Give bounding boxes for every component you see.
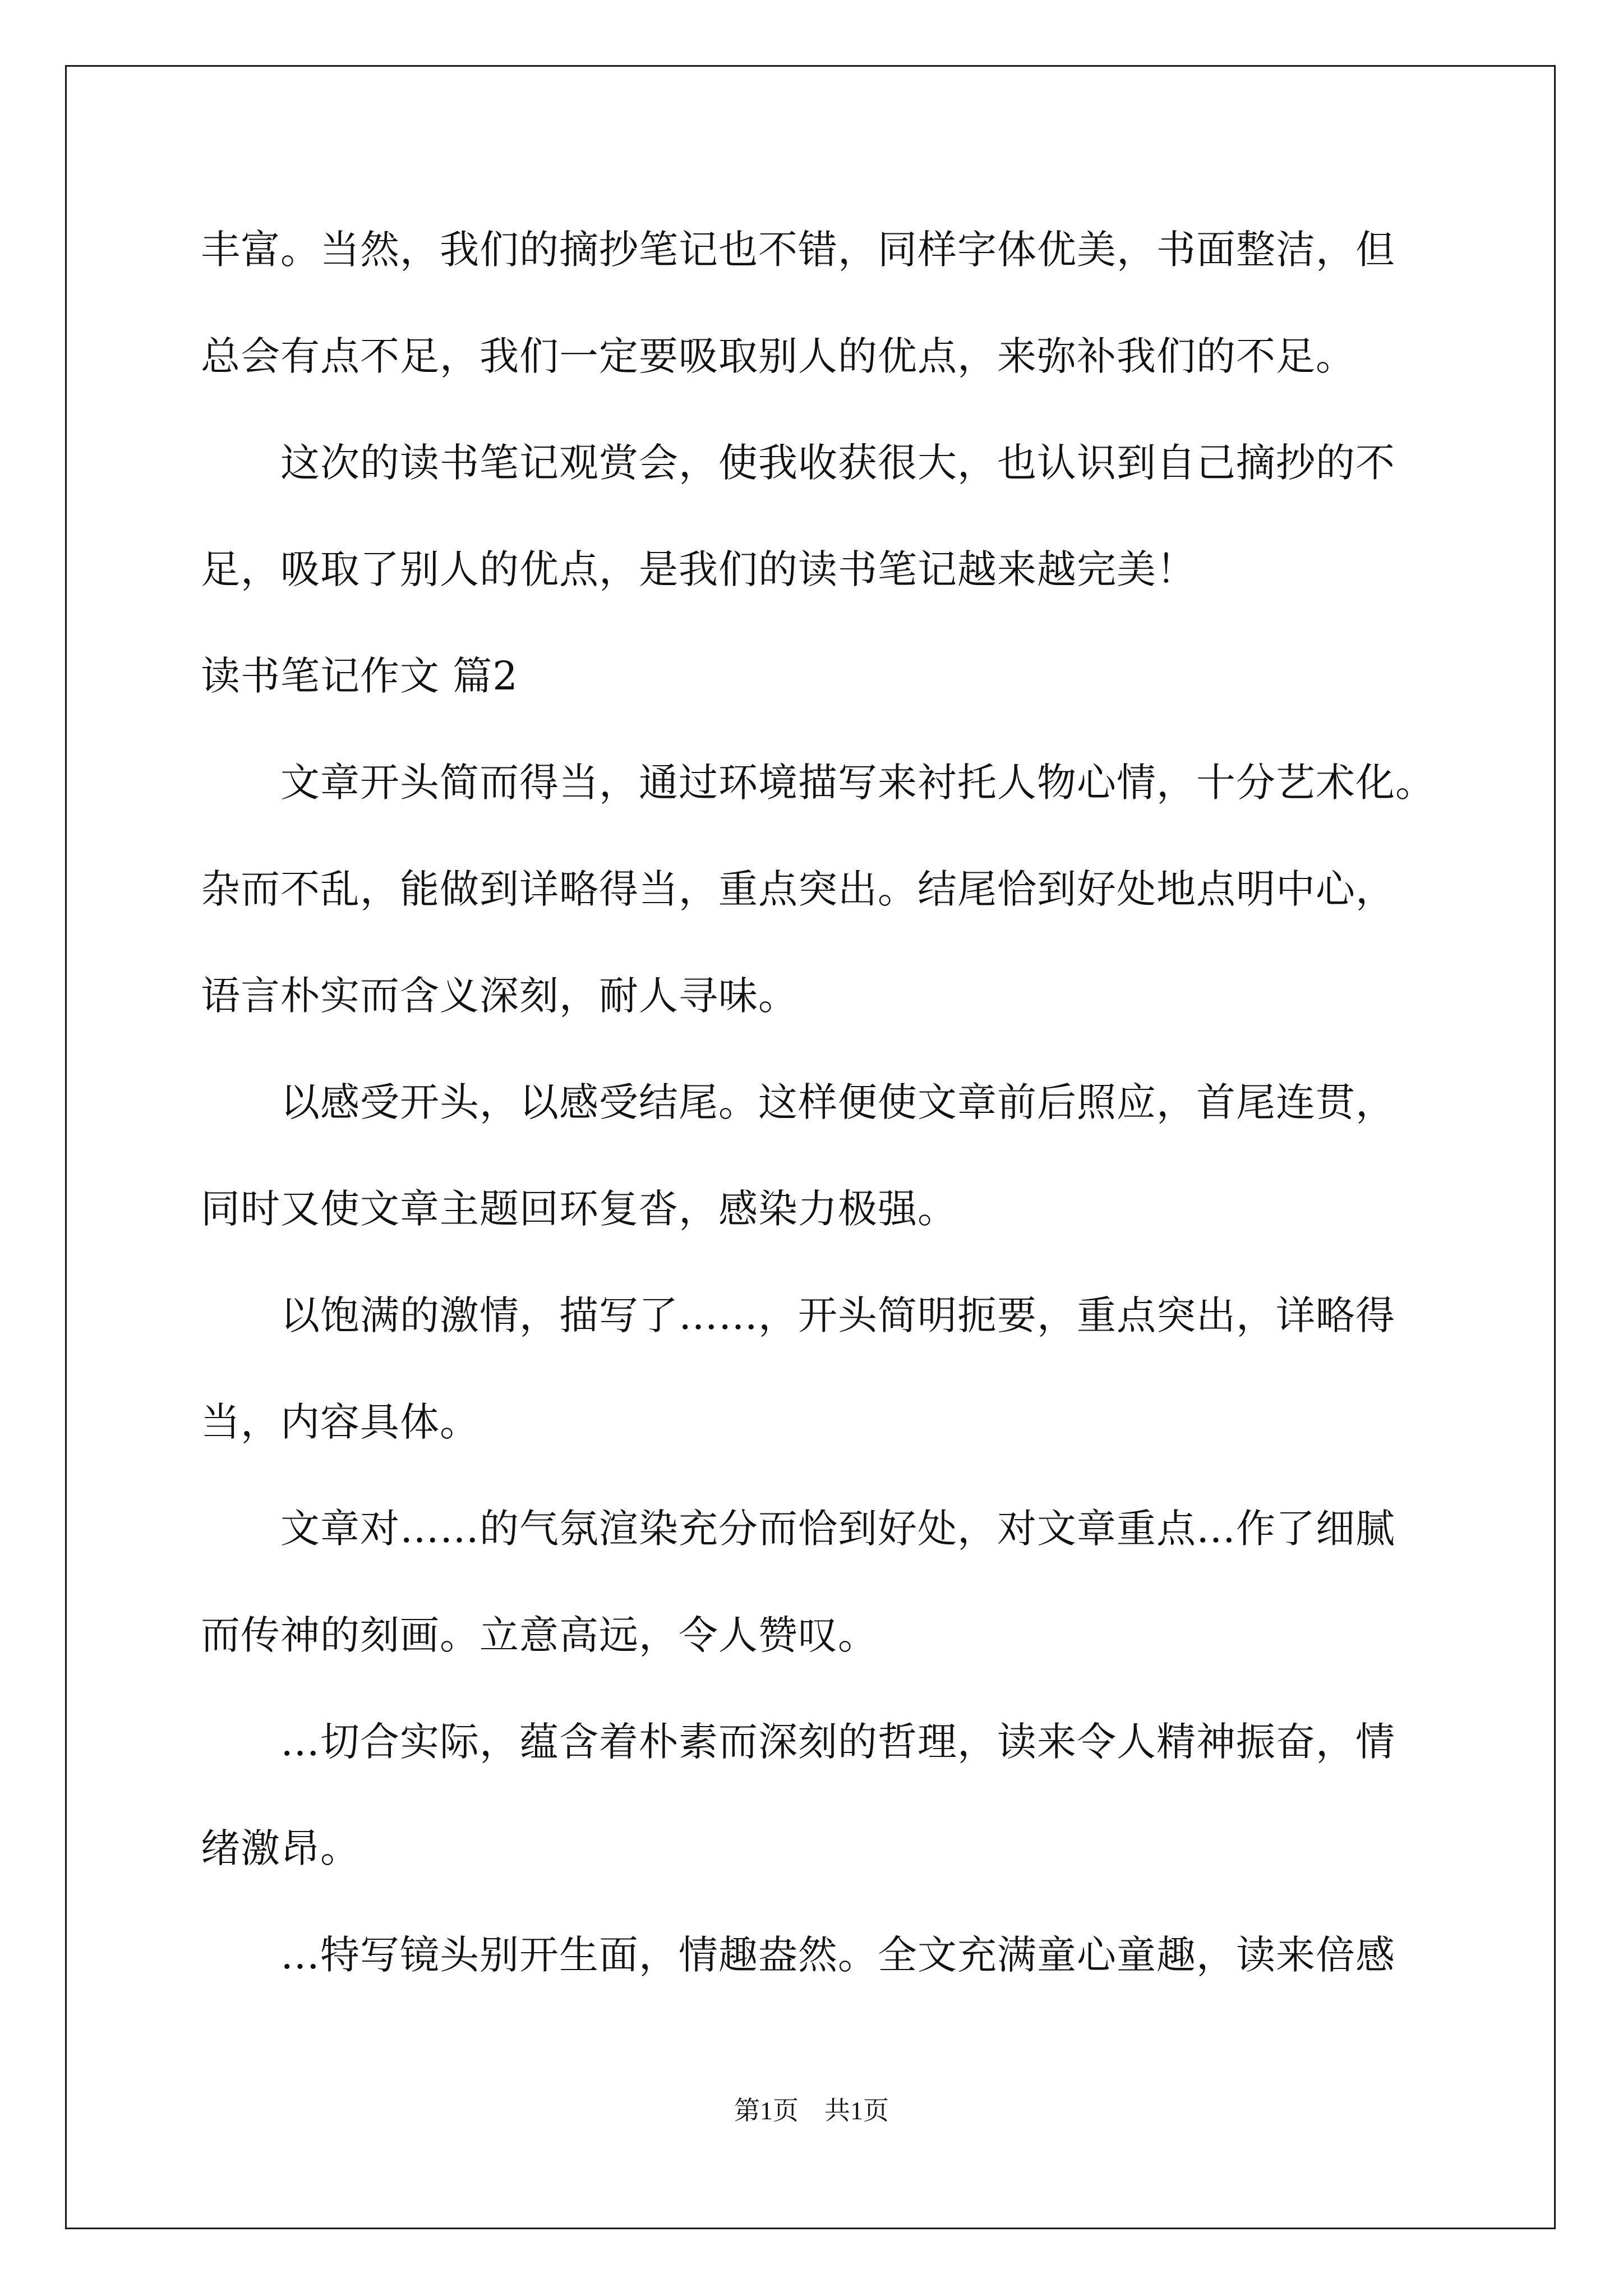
page-border: [65, 65, 1556, 2229]
text-line: 丰富。当然，我们的摘抄笔记也不错，同样字体优美，书面整洁，但: [201, 227, 1395, 273]
text-line: 同时又使文章主题回环复沓，感染力极强。: [201, 1186, 957, 1232]
paragraph-start: 以感受开头，以感受结尾。这样便使文章前后照应，首尾连贯，: [280, 1079, 1395, 1125]
text-line: 绪激昂。: [201, 1825, 360, 1871]
paragraph-start: 以饱满的激情，描写了……，开头简明扼要，重点突出，详略得: [280, 1292, 1395, 1338]
paragraph-start: 文章开头简而得当，通过环境描写来衬托人物心情，十分艺术化。: [280, 760, 1435, 806]
text-line: 语言朴实而含义深刻，耐人寻味。: [201, 973, 798, 1019]
paragraph-start: …切合实际，蕴含着朴素而深刻的哲理，读来令人精神振奋，情: [280, 1719, 1395, 1765]
text-line: 总会有点不足，我们一定要吸取别人的优点，来弥补我们的不足。: [201, 333, 1355, 379]
text-line: 而传神的刻画。立意高远，令人赞叹。: [201, 1612, 878, 1658]
text-line: 杂而不乱，能做到详略得当，重点突出。结尾恰到好处地点明中心，: [201, 866, 1395, 912]
paragraph-start: …特写镜头别开生面，情趣盎然。全文充满童心童趣，读来倍感: [280, 1932, 1395, 1978]
paragraph-start: 文章对……的气氛渲染充分而恰到好处，对文章重点…作了细腻: [280, 1506, 1395, 1552]
page-number-footer: 第1页 共1页: [734, 2096, 889, 2125]
text-line: 足，吸取了别人的优点，是我们的读书笔记越来越完美！: [201, 546, 1196, 592]
text-line: 当，内容具体。: [201, 1399, 479, 1445]
section-heading: 读书笔记作文 篇2: [201, 653, 518, 699]
paragraph-start: 这次的读书笔记观赏会，使我收获很大，也认识到自己摘抄的不: [280, 440, 1395, 486]
